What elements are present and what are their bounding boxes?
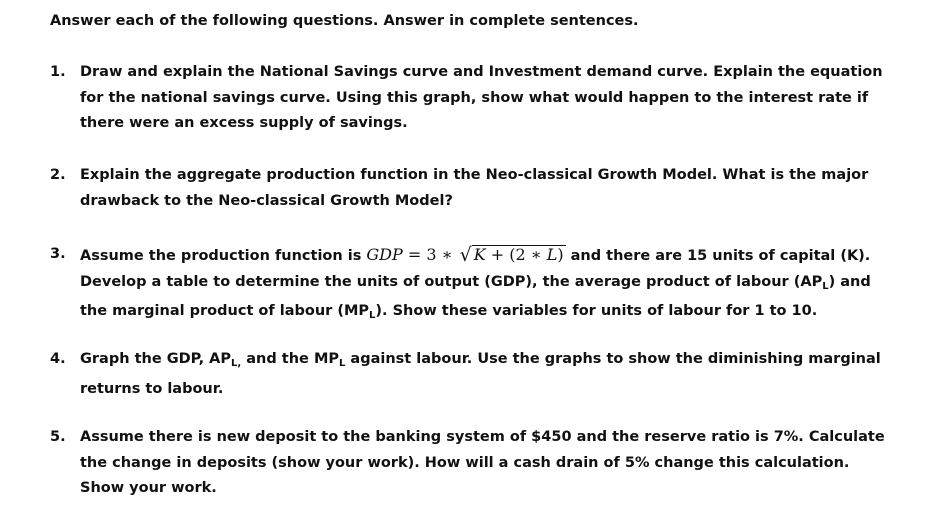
question-text [80, 60, 910, 137]
question-number: 4. [50, 351, 66, 367]
square-root-icon: √ [459, 244, 472, 266]
question-text-segment: Develop a table to determine the units of output (GDP), the average product of labour (AP [80, 273, 823, 290]
subscript: L, [231, 358, 242, 369]
question-text-segment: ). Show these variables for units of labour for 1 to 10. [375, 303, 818, 320]
formula-mid: + (2 ∗ [485, 245, 547, 264]
question-line: Draw and explain the National Savings curve and Investment demand curve. Explain the equation [80, 64, 883, 80]
question-text-segment: and the MP [241, 351, 339, 367]
subscript: L [822, 280, 829, 292]
formula-k: K [473, 245, 486, 264]
production-function-formula [366, 245, 565, 264]
question-line: Assume there is new deposit to the banking system of $450 and the reserve ratio is 7%. Calculate [80, 429, 885, 445]
question-line [80, 242, 910, 270]
question-number: 2. [50, 167, 66, 183]
question-line: there were an excess supply of savings. [80, 115, 408, 132]
question-line: for the national savings curve. Using this graph, show what would happen to the interest rate if [80, 89, 869, 106]
formula-radicand [472, 245, 566, 264]
question-line: returns to labour. [80, 380, 224, 397]
question-line [80, 270, 910, 300]
question-text-segment: the marginal product of labour (MP [80, 303, 370, 320]
formula-l: L [546, 245, 558, 264]
question-text [80, 163, 910, 214]
question-text-segment: Graph the GDP, AP [80, 351, 232, 367]
question-text-segment: against labour. Use the graphs to show the diminishing marginal [345, 351, 881, 367]
subscript: L [369, 310, 376, 322]
subscript: L [339, 358, 346, 369]
question-text [80, 242, 910, 329]
question-line: the change in deposits (show your work). How will a cash drain of 5% change this calculation. [80, 454, 850, 471]
question-line: drawback to the Neo-classical Growth Model? [80, 192, 453, 209]
formula-gdp: GDP [366, 245, 403, 264]
question-text-segment: ) and [828, 273, 871, 290]
formula-close: ) [557, 245, 564, 264]
question-line: Explain the aggregate production function in the Neo-classical Growth Model. What is the major [80, 167, 869, 183]
question-text-segment: and there are 15 units of capital (K). [565, 248, 871, 264]
instructions-heading: Answer each of the following questions. Answer in complete sentences. [50, 13, 639, 29]
question-number: 5. [50, 429, 66, 445]
question-line [80, 299, 910, 329]
question-line: Show your work. [80, 480, 217, 497]
question-line [80, 347, 910, 377]
question-number: 3. [50, 246, 66, 262]
question-text-segment: Assume the production function is [80, 248, 367, 264]
question-text [80, 347, 910, 402]
question-number: 1. [50, 64, 66, 80]
question-text [80, 425, 910, 502]
formula-equals: = 3 ∗ [402, 245, 458, 264]
